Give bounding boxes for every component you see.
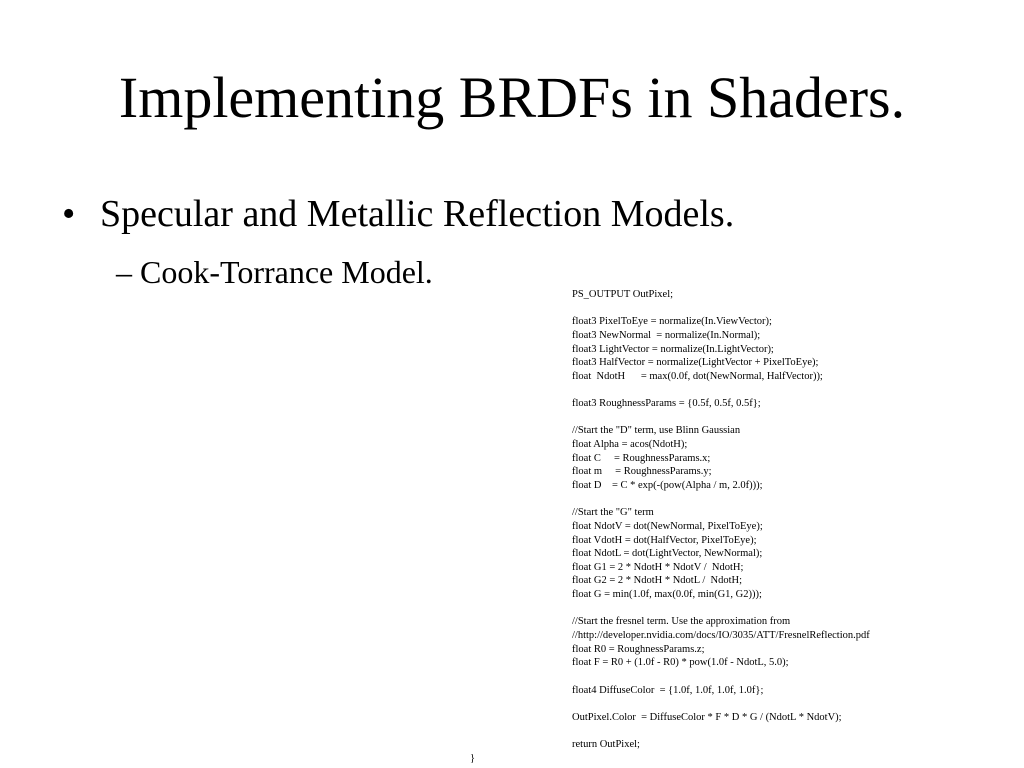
sub-bullet-cook-torrance: – Cook-Torrance Model.: [116, 254, 433, 290]
code-line: float G1 = 2 * NdotH * NdotV / NdotH;: [572, 561, 744, 573]
code-line: float G2 = 2 * NdotH * NdotL / NdotH;: [572, 575, 743, 587]
code-line: [572, 383, 870, 397]
code-line: [572, 411, 870, 425]
bullet-marker: •: [62, 193, 76, 235]
code-line: float m = RoughnessParams.y;: [572, 466, 712, 478]
code-line: [572, 725, 870, 739]
shader-code-block: [572, 288, 870, 752]
bullet-specular-metallic: [62, 190, 734, 238]
code-line: [572, 670, 870, 684]
slide-title: Implementing BRDFs in Shaders.: [118, 65, 906, 130]
code-line: float3 NewNormal = normalize(In.Normal);: [572, 329, 761, 341]
code-line: float G = min(1.0f, max(0.0f, min(G1, G2)));: [572, 589, 762, 601]
code-line: [572, 697, 870, 711]
code-line: OutPixel.Color = DiffuseColor * F * D * G / (NdotL * NdotV);: [572, 711, 842, 723]
code-line: float3 RoughnessParams = {0.5f, 0.5f, 0.5f};: [572, 398, 761, 410]
code-line: float Alpha = acos(NdotH);: [572, 439, 688, 451]
bullet-text: Specular and Metallic Reflection Models.: [100, 193, 735, 235]
code-line: float3 LightVector = normalize(In.LightVector);: [572, 343, 774, 355]
code-line: [572, 493, 870, 507]
code-line: float NdotH = max(0.0f, dot(NewNormal, HalfVector));: [572, 370, 823, 382]
code-line: float4 DiffuseColor = {1.0f, 1.0f, 1.0f, 1.0f};: [572, 684, 764, 696]
code-line: float VdotH = dot(HalfVector, PixelToEye);: [572, 534, 757, 546]
code-line: //http://developer.nvidia.com/docs/IO/3035/ATT/FresnelReflection.pdf: [572, 630, 870, 642]
code-line: //Start the "D" term, use Blinn Gaussian: [572, 425, 741, 437]
code-line: float F = R0 + (1.0f - R0) * pow(1.0f - NdotL, 5.0);: [572, 657, 789, 669]
code-line: float3 PixelToEye = normalize(In.ViewVector);: [572, 316, 772, 328]
code-line: float R0 = RoughnessParams.z;: [572, 643, 705, 655]
closing-brace: }: [470, 753, 476, 764]
code-line: [572, 302, 870, 316]
code-line: PS_OUTPUT OutPixel;: [572, 289, 674, 300]
code-line: float D = C * exp(-(pow(Alpha / m, 2.0f)));: [572, 479, 763, 491]
code-line: [572, 602, 870, 616]
code-line: return OutPixel;: [572, 739, 640, 751]
code-line: //Start the "G" term: [572, 507, 654, 519]
code-line: float3 HalfVector = normalize(LightVector + PixelToEye);: [572, 357, 819, 369]
code-line: float C = RoughnessParams.x;: [572, 452, 711, 464]
code-line: float NdotL = dot(LightVector, NewNormal);: [572, 548, 763, 560]
code-line: //Start the fresnel term. Use the approximation from: [572, 616, 791, 628]
code-line: float NdotV = dot(NewNormal, PixelToEye);: [572, 520, 763, 532]
